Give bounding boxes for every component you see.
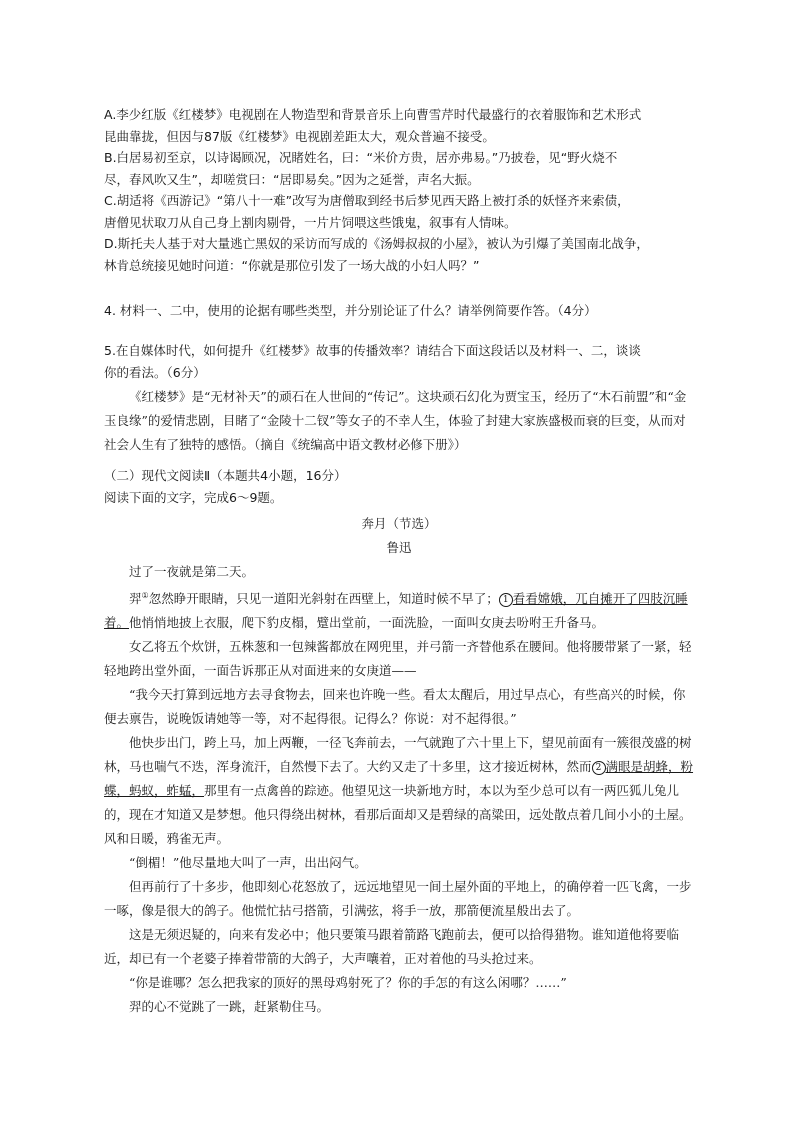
option-d-line1: D.斯托夫人基于对大量逃亡黑奴的采访而写成的《汤姆叔叔的小屋》，被认为引爆了美国南北战争， [104, 236, 649, 251]
underlined-text: 满眼是胡蜂，粉蝶，蚂蚁，蚱蜢， [104, 759, 694, 799]
question-5-quote [104, 385, 694, 457]
option-b-line1: B.白居易初至京，以诗谒顾况，况睹姓名，曰：“米价方贵，居亦弗易。”乃披卷，见“野火烧不 [104, 150, 618, 165]
section-heading: （二）现代文阅读Ⅱ（本题共4小题，16分） [104, 468, 347, 483]
passage-text: 他快步出门，跨上马，加上两鞭，一径飞奔前去，一气就跑了六十里上下，望见前面有一簇很茂盛的树林，马也喘气不迭，浑身流汗，自然慢下去了。大约又走了十多里，这才接近树林，然而 [104, 735, 692, 775]
passage-paragraph: “你是谁哪？怎么把我家的顶好的黑母鸡射死了？你的手怎的有这么闲哪？……” [129, 975, 567, 991]
passage-text: 羿 [129, 591, 142, 607]
passage-text: 忽然睁开眼睛，只见一道阳光斜射在西壁上，知道时候不早了； [148, 591, 499, 607]
passage-paragraph [104, 584, 694, 635]
option-d-line2: 林肯总统接见她时问道：“你就是那位引发了一场大战的小妇人吗？” [104, 257, 480, 273]
option-c-line1: C.胡适将《西游记》“第八十一难”改写为唐僧取到经书后梦见西天路上被打杀的妖怪齐来索债， [104, 193, 630, 208]
passage [104, 512, 694, 1019]
passage-paragraph: 但再前行了十多步，他即刻心花怒放了，远远地望见一间土屋外面的平地上，的确停着一匹飞禽，一步一啄，像是很大的鸽子。他慌忙拈弓搭箭，引满弦，将手一放，那箭便流星般出去了。 [104, 879, 692, 919]
option-a-line2: 昆曲靠拢，但因与87版《红楼梦》电视剧差距太大，观众普遍不接受。 [104, 128, 495, 144]
passage-paragraph: 女乙将五个炊饼，五株葱和一包辣酱都放在网兜里，并弓箭一齐替他系在腰间。他将腰带紧了一紧，轻轻地跨出堂外面，一面告诉那正从对面进来的女庚道—— [104, 639, 692, 679]
passage-paragraph [104, 731, 694, 851]
answer-options [104, 104, 694, 276]
question-4 [104, 300, 694, 322]
passage-paragraph: 过了一夜就是第二天。 [129, 564, 255, 579]
passage-text: 他悄悄地披上衣服，爬下豹皮榻，躄出堂前，一面洗脸，一面叫女庚去吩咐王升备马。 [129, 615, 605, 631]
passage-paragraph: “倒楣！”他尽量地大叫了一声，出出闷气。 [129, 855, 367, 871]
option-a-line1: A.李少红版《红楼梦》电视剧在人物造型和背景音乐上向曹雪芹时代最盛行的衣着服饰和艺术形式 [104, 107, 642, 122]
question-5 [104, 340, 694, 383]
passage-title: 奔月（节选） [361, 516, 437, 531]
section-2-header [104, 465, 694, 508]
passage-paragraph: “我今天打算到远地方去寻食物去，回来也许晚一些。看太太醒后，用过早点心，有些高兴的时候，你便去禀告，说晚饭请她等一等，对不起得很。记得么？你说：对不起得很。” [104, 687, 686, 727]
passage-text: 那里有一点禽兽的踪迹。他望见这一块新地方时，本以为至少总可以有一两匹狐儿兔儿的，现在才知道又是梦想。他只得绕出树林，看那后面却又是碧绿的高粱田，远处散点着几间小小的土屋。风和日暖，鸦雀无声。 [104, 783, 692, 847]
passage-paragraph: 羿的心不觉跳了一跳，赶紧勒住马。 [129, 999, 330, 1015]
circled-number-2: 2 [592, 761, 606, 775]
option-c-line2: 唐僧见状取刀从自己身上割肉剔骨，一片片饲喂这些饿鬼，叙事有人情味。 [104, 214, 517, 230]
passage-paragraph: 这是无须迟疑的，向来有发必中；他只要策马跟着箭路飞跑前去，便可以拾得猎物。谁知道他将要临近，却已有一个老婆子捧着带箭的大鸽子，大声嚷着，正对着他的马头抢过来。 [104, 927, 680, 967]
circled-number-1: 1 [499, 593, 513, 607]
underlined-text: 看看嫦娥，兀自摊开了四肢沉睡着。 [104, 591, 688, 631]
section-instruction: 阅读下面的文字，完成6～9题。 [104, 489, 283, 505]
question-4-text: 4. 材料一、二中，使用的论据有哪些类型，并分别论证了什么？请举例简要作答。（4分） [104, 303, 597, 318]
question-5-line1: 5.在自媒体时代，如何提升《红楼梦》故事的传播效率？请结合下面这段话以及材料一、二，谈谈 [104, 343, 641, 358]
quote-text: 《红楼梦》是“无材补天”的顽石在人世间的“传记”。这块顽石幻化为贾宝玉，经历了“木石前盟”和“金玉良缘”的爱情悲剧，目睹了“金陵十二钗”等女子的不幸人生，体验了封建大家族盛极而衰的巨变，从而对社会人生有了独特的感悟。（摘自《统编高中语文教材必修下册》） [104, 389, 687, 452]
passage-author: 鲁迅 [386, 540, 412, 555]
question-5-line2: 你的看法。（6分） [104, 364, 206, 380]
option-b-line2: 尽，春风吹又生”，却嗟赏曰：“居即易矣。”因为之延誉，声名大振。 [104, 171, 480, 187]
footnote-marker: ① [141, 591, 149, 600]
